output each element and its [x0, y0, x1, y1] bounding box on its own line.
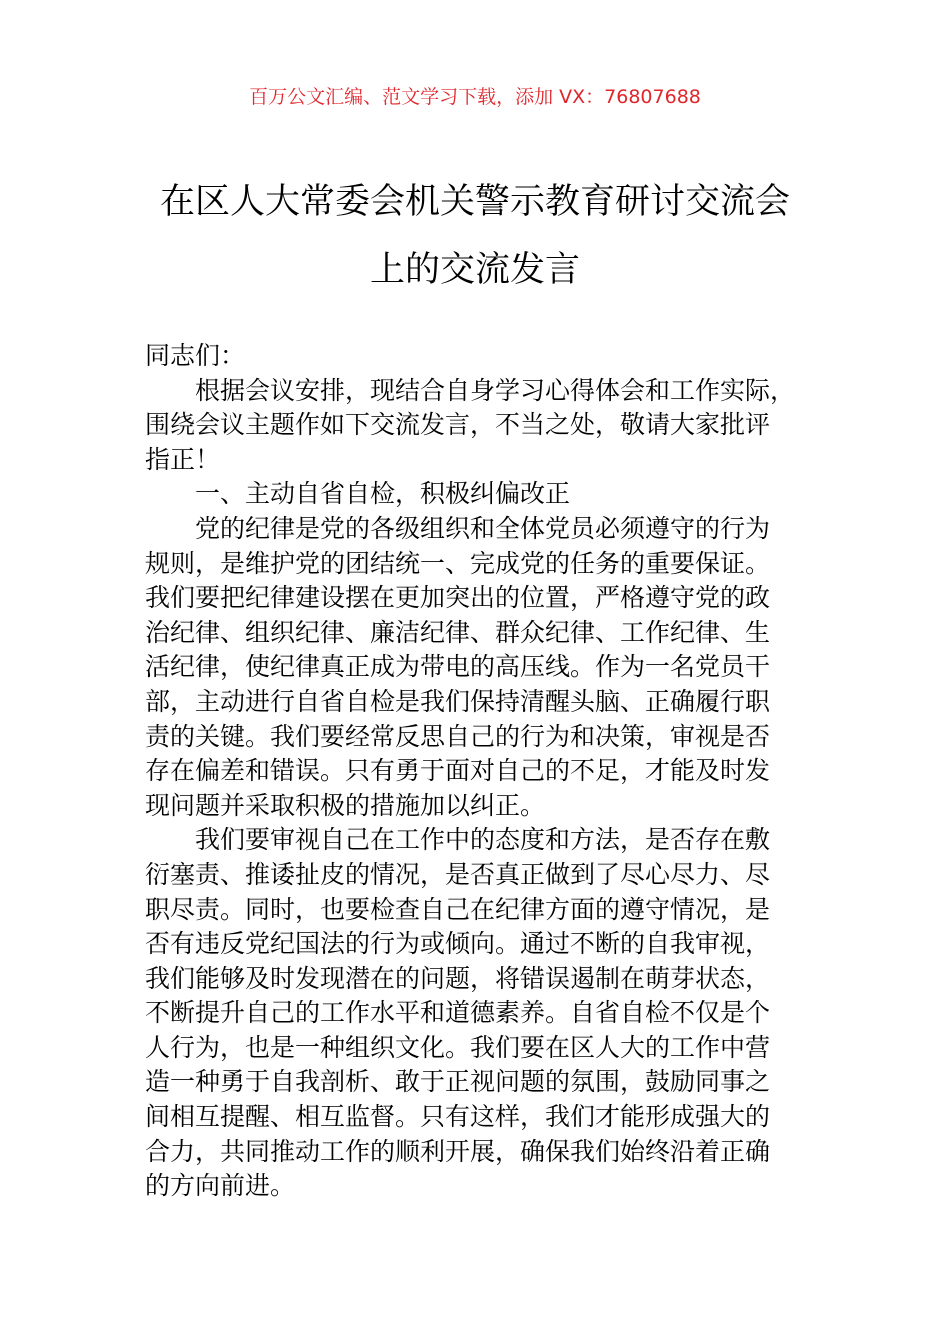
text-line: 否有违反党纪国法的行为或倾向。通过不断的自我审视，: [145, 929, 771, 959]
text-line: 我们要审视自己在工作中的态度和方法，是否存在敷: [195, 825, 771, 855]
document-title-line-2: 上的交流发言: [369, 250, 580, 290]
text-line: 指正！: [145, 444, 221, 474]
text-line: 党的纪律是党的各级组织和全体党员必须遵守的行为: [195, 513, 771, 543]
text-line: 人行为，也是一种组织文化。我们要在区人大的工作中营: [145, 1032, 771, 1062]
text-line: 治纪律、组织纪律、廉洁纪律、群众纪律、工作纪律、生: [145, 617, 771, 647]
text-line: 我们要把纪律建设摆在更加突出的位置，严格遵守党的政: [145, 583, 771, 613]
text-line: 职尽责。同时，也要检查自己在纪律方面的遵守情况，是: [145, 894, 771, 924]
document-body: [145, 339, 835, 1204]
text-line: 合力，共同推动工作的顺利开展，确保我们始终沿着正确: [145, 1136, 771, 1166]
text-line: 存在偏差和错误。只有勇于面对自己的不足，才能及时发: [145, 756, 771, 786]
watermark-banner: 百万公文汇编、范文学习下载，添加 VX：76807688: [249, 86, 701, 108]
text-line: 我们能够及时发现潜在的问题，将错误遏制在萌芽状态，: [145, 963, 771, 993]
text-line: 同志们：: [145, 341, 246, 370]
text-line: 规则，是维护党的团结统一、完成党的任务的重要保证。: [145, 548, 771, 578]
text-line: 一、主动自省自检，积极纠偏改正: [195, 479, 571, 509]
text-line: 不断提升自己的工作水平和道德素养。自省自检不仅是个: [145, 998, 771, 1028]
text-line: 责的关键。我们要经常反思自己的行为和决策，审视是否: [145, 721, 771, 751]
document-title-line-1: 在区人大常委会机关警示教育研讨交流会: [159, 182, 790, 222]
text-line: 的方向前进。: [145, 1171, 296, 1201]
text-line: 间相互提醒、相互监督。只有这样，我们才能形成强大的: [145, 1102, 771, 1132]
text-line: 现问题并采取积极的措施加以纠正。: [145, 790, 546, 820]
text-line: 造一种勇于自我剖析、敢于正视问题的氛围，鼓励同事之: [145, 1067, 771, 1097]
text-line: 根据会议安排，现结合自身学习心得体会和工作实际，: [195, 375, 796, 405]
text-line: 活纪律，使纪律真正成为带电的高压线。作为一名党员干: [145, 652, 771, 682]
text-line: 围绕会议主题作如下交流发言，不当之处，敬请大家批评: [145, 410, 771, 440]
text-line: 衍塞责、推诿扯皮的情况，是否真正做到了尽心尽力、尽: [145, 859, 771, 889]
text-line: 部，主动进行自省自检是我们保持清醒头脑、正确履行职: [145, 686, 771, 716]
